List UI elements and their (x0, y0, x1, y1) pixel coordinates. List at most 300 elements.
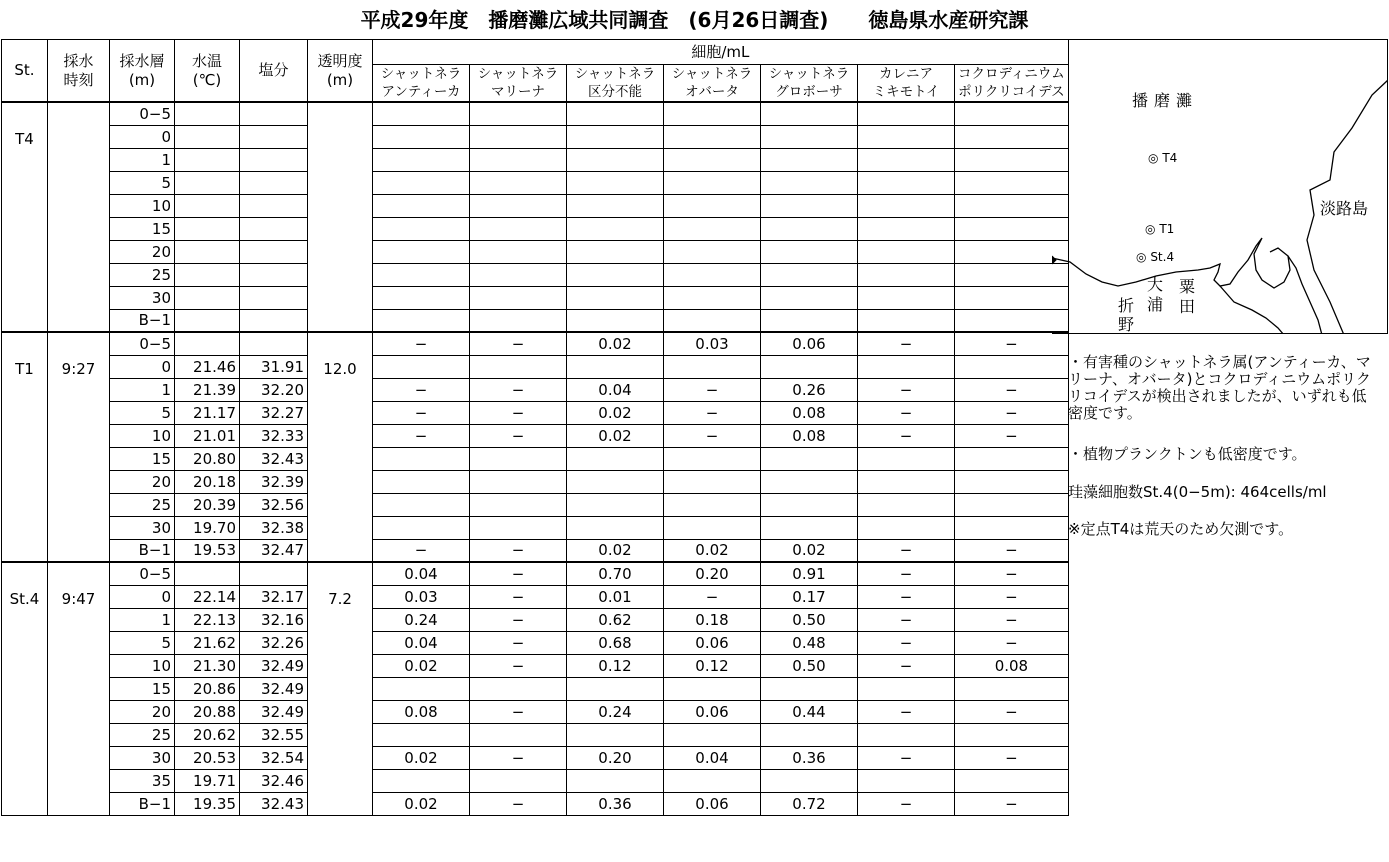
temperature-cell (175, 240, 240, 263)
cell-density-cell: 0.48 (761, 631, 858, 654)
header-cells-per-ml: 細胞/mL (373, 40, 1069, 65)
depth-cell: 15 (110, 447, 175, 470)
salinity-cell: 32.49 (240, 677, 308, 700)
temperature-cell: 22.14 (175, 585, 240, 608)
cell-density-cell: − (858, 539, 955, 562)
cell-density-cell (567, 355, 664, 378)
depth-cell: 0−5 (110, 332, 175, 355)
salinity-cell: 32.26 (240, 631, 308, 654)
station-name-cell: St.4 (2, 562, 48, 815)
cell-density-cell: 0.44 (761, 700, 858, 723)
salinity-cell (240, 148, 308, 171)
cell-density-cell (761, 263, 858, 286)
temperature-cell (175, 102, 240, 125)
salinity-cell (240, 240, 308, 263)
cell-density-cell (470, 493, 567, 516)
cell-density-cell (373, 194, 470, 217)
map-island-label: 淡路島 (1320, 199, 1369, 218)
transparency-cell: 12.0 (308, 332, 373, 562)
cell-density-cell: − (664, 401, 761, 424)
header-species: シャットネラ アンティーカ (373, 65, 470, 103)
depth-cell: 1 (110, 148, 175, 171)
map-place-label: 田 (1179, 297, 1196, 316)
depth-cell: 25 (110, 263, 175, 286)
cell-density-cell (664, 263, 761, 286)
cell-density-cell (567, 677, 664, 700)
cell-density-cell (858, 493, 955, 516)
cell-density-cell: 0.50 (761, 654, 858, 677)
cell-density-cell: − (955, 378, 1069, 401)
table-row (2, 447, 1069, 470)
cell-density-cell: 0.20 (664, 562, 761, 585)
cell-density-cell (373, 493, 470, 516)
temperature-cell: 21.46 (175, 355, 240, 378)
cell-density-cell (955, 769, 1069, 792)
temperature-cell (175, 125, 240, 148)
cell-density-cell (858, 102, 955, 125)
temperature-cell (175, 309, 240, 332)
cell-density-cell: − (664, 424, 761, 447)
cell-density-cell: − (858, 746, 955, 769)
cell-density-cell (761, 148, 858, 171)
map-place-label: 浦 (1147, 295, 1164, 314)
temperature-cell: 20.53 (175, 746, 240, 769)
cell-density-cell: 0.01 (567, 585, 664, 608)
header-species: シャットネラ オバータ (664, 65, 761, 103)
cell-density-cell (858, 677, 955, 700)
header-sampling-time: 採水 時刻 (48, 40, 110, 103)
cell-density-cell: 0.06 (664, 631, 761, 654)
salinity-cell: 32.43 (240, 447, 308, 470)
cell-density-cell: 0.12 (567, 654, 664, 677)
cell-density-cell (858, 171, 955, 194)
depth-cell: 20 (110, 240, 175, 263)
cell-density-cell: 0.02 (567, 332, 664, 355)
cell-density-cell: − (955, 746, 1069, 769)
cell-density-cell: − (470, 424, 567, 447)
cell-density-cell: − (373, 539, 470, 562)
cell-density-cell (858, 217, 955, 240)
temperature-cell: 21.01 (175, 424, 240, 447)
cell-density-cell (470, 148, 567, 171)
depth-cell: 30 (110, 516, 175, 539)
salinity-cell: 32.16 (240, 608, 308, 631)
cell-density-cell (858, 240, 955, 263)
cell-density-cell (470, 194, 567, 217)
table-row (2, 608, 1069, 631)
cell-density-cell (761, 309, 858, 332)
salinity-cell (240, 217, 308, 240)
salinity-cell: 31.91 (240, 355, 308, 378)
cell-density-cell (664, 102, 761, 125)
cell-density-cell (858, 148, 955, 171)
cell-density-cell: 0.04 (373, 631, 470, 654)
cell-density-cell: − (955, 585, 1069, 608)
table-row (2, 470, 1069, 493)
depth-cell: 15 (110, 677, 175, 700)
salinity-cell: 32.55 (240, 723, 308, 746)
cell-density-cell (567, 171, 664, 194)
cell-density-cell (567, 286, 664, 309)
table-row (2, 171, 1069, 194)
cell-density-cell (955, 447, 1069, 470)
temperature-cell (175, 263, 240, 286)
salinity-cell (240, 286, 308, 309)
temperature-cell (175, 332, 240, 355)
sampling-time-cell (48, 102, 110, 332)
cell-density-cell: 0.04 (373, 562, 470, 585)
temperature-cell: 22.13 (175, 608, 240, 631)
cell-density-cell: 0.08 (761, 401, 858, 424)
table-row (2, 401, 1069, 424)
cell-density-cell: 0.02 (373, 654, 470, 677)
map-place-label: 野 (1118, 315, 1135, 334)
cell-density-cell (567, 148, 664, 171)
cell-density-cell: − (858, 700, 955, 723)
cell-density-cell: 0.36 (761, 746, 858, 769)
cell-density-cell (567, 516, 664, 539)
salinity-cell: 32.27 (240, 401, 308, 424)
temperature-cell: 19.70 (175, 516, 240, 539)
cell-density-cell (567, 125, 664, 148)
station-name-cell: T4 (2, 102, 48, 332)
depth-cell: 5 (110, 401, 175, 424)
cell-density-cell (761, 355, 858, 378)
cell-density-cell (373, 171, 470, 194)
cell-density-cell (470, 470, 567, 493)
station-marker-icon: ◎ (1145, 222, 1156, 236)
depth-cell: 1 (110, 378, 175, 401)
salinity-cell (240, 102, 308, 125)
cell-density-cell (373, 286, 470, 309)
table-row (2, 516, 1069, 539)
cell-density-cell: − (664, 378, 761, 401)
cell-density-cell: 0.06 (664, 700, 761, 723)
cell-density-cell (664, 516, 761, 539)
cell-density-cell (664, 447, 761, 470)
cell-density-cell: − (373, 332, 470, 355)
table-row (2, 263, 1069, 286)
cell-density-cell: − (470, 654, 567, 677)
cell-density-cell (858, 194, 955, 217)
cell-density-cell (567, 769, 664, 792)
cell-density-cell (664, 493, 761, 516)
cell-density-cell (858, 263, 955, 286)
cell-density-cell (858, 723, 955, 746)
cell-density-cell (373, 447, 470, 470)
table-row (2, 217, 1069, 240)
cell-density-cell (470, 240, 567, 263)
table-row (2, 677, 1069, 700)
table-row (2, 493, 1069, 516)
cell-density-cell: − (858, 562, 955, 585)
cell-density-cell: − (470, 631, 567, 654)
table-row (2, 700, 1069, 723)
salinity-cell: 32.38 (240, 516, 308, 539)
salinity-cell: 32.56 (240, 493, 308, 516)
cell-density-cell: 0.70 (567, 562, 664, 585)
cell-density-cell (761, 194, 858, 217)
note-missing-t4: ※定点T4は荒天のため欠測です。 (1068, 520, 1294, 538)
table-row (2, 792, 1069, 815)
cell-density-cell (664, 171, 761, 194)
temperature-cell (175, 194, 240, 217)
cell-density-cell: 0.72 (761, 792, 858, 815)
map-station-st4: ◎ St.4 (1136, 250, 1175, 264)
cell-density-cell: 0.04 (567, 378, 664, 401)
salinity-cell: 32.49 (240, 654, 308, 677)
cell-density-cell (373, 309, 470, 332)
cell-density-cell (858, 286, 955, 309)
cell-density-cell (470, 217, 567, 240)
depth-cell: 20 (110, 470, 175, 493)
cell-density-cell: − (955, 792, 1069, 815)
coastline-drawing (1052, 40, 1388, 334)
map-place-label: 大 (1147, 275, 1164, 294)
map-station-t1: ◎ T1 (1145, 222, 1175, 236)
table-row (2, 309, 1069, 332)
header-species: シャットネラ グロボーサ (761, 65, 858, 103)
cell-density-cell (470, 171, 567, 194)
temperature-cell: 20.86 (175, 677, 240, 700)
cell-density-cell: 0.02 (761, 539, 858, 562)
temperature-cell: 21.39 (175, 378, 240, 401)
salinity-cell (240, 171, 308, 194)
header-salinity: 塩分 (240, 40, 308, 103)
cell-density-cell: − (470, 746, 567, 769)
cell-density-cell: 0.24 (373, 608, 470, 631)
table-row (2, 631, 1069, 654)
cell-density-cell: 0.20 (567, 746, 664, 769)
cell-density-cell: − (858, 792, 955, 815)
depth-cell: 0−5 (110, 102, 175, 125)
cell-density-cell (664, 677, 761, 700)
depth-cell: 0 (110, 125, 175, 148)
cell-density-cell (470, 125, 567, 148)
depth-cell: 30 (110, 286, 175, 309)
cell-density-cell (664, 217, 761, 240)
cell-density-cell (761, 677, 858, 700)
depth-cell: 1 (110, 608, 175, 631)
cell-density-cell: − (955, 631, 1069, 654)
cell-density-cell (470, 769, 567, 792)
cell-density-cell: 0.04 (664, 746, 761, 769)
cell-density-cell: − (858, 378, 955, 401)
cell-density-cell (373, 769, 470, 792)
cell-density-cell (858, 769, 955, 792)
station-marker-icon: ◎ (1136, 250, 1147, 264)
cell-density-cell: − (373, 378, 470, 401)
cell-density-cell (373, 217, 470, 240)
cell-density-cell (470, 677, 567, 700)
temperature-cell: 20.39 (175, 493, 240, 516)
cell-density-cell: 0.02 (664, 539, 761, 562)
header-sampling-layer: 採水層 (m) (110, 40, 175, 103)
transparency-cell: 7.2 (308, 562, 373, 815)
depth-cell: 30 (110, 746, 175, 769)
cell-density-cell: 0.08 (955, 654, 1069, 677)
cell-density-cell (567, 102, 664, 125)
cell-density-cell (373, 240, 470, 263)
cell-density-cell: − (470, 332, 567, 355)
cell-density-cell: − (858, 424, 955, 447)
map-station-t4: ◎ T4 (1148, 151, 1178, 165)
cell-density-cell (664, 148, 761, 171)
depth-cell: 5 (110, 171, 175, 194)
table-row (2, 332, 1069, 355)
cell-density-cell (858, 355, 955, 378)
cell-density-cell (470, 286, 567, 309)
cell-density-cell: − (470, 562, 567, 585)
cell-density-cell (470, 263, 567, 286)
cell-density-cell (470, 102, 567, 125)
table-row (2, 194, 1069, 217)
cell-density-cell (373, 125, 470, 148)
cell-density-cell: 0.02 (373, 792, 470, 815)
cell-density-cell (567, 309, 664, 332)
table-row (2, 562, 1069, 585)
header-species: コクロディニウム ポリクリコイデス (955, 65, 1069, 103)
cell-density-cell (470, 516, 567, 539)
station-map (1052, 39, 1388, 334)
temperature-cell: 20.80 (175, 447, 240, 470)
cell-density-cell (567, 723, 664, 746)
cell-density-cell: 0.50 (761, 608, 858, 631)
temperature-cell (175, 148, 240, 171)
cell-density-cell: − (858, 631, 955, 654)
cell-density-cell (664, 470, 761, 493)
depth-cell: 0 (110, 355, 175, 378)
depth-cell: 10 (110, 194, 175, 217)
cell-density-cell: − (470, 378, 567, 401)
table-row (2, 286, 1069, 309)
cell-density-cell (567, 194, 664, 217)
cell-density-cell (761, 171, 858, 194)
cell-density-cell (373, 102, 470, 125)
depth-cell: 10 (110, 424, 175, 447)
cell-density-cell: − (955, 332, 1069, 355)
cell-density-cell (664, 355, 761, 378)
cell-density-cell: 0.03 (664, 332, 761, 355)
table-row (2, 424, 1069, 447)
sampling-time-cell: 9:27 (48, 332, 110, 562)
temperature-cell (175, 286, 240, 309)
depth-cell: 20 (110, 700, 175, 723)
depth-cell: 0 (110, 585, 175, 608)
cell-density-cell (567, 470, 664, 493)
cell-density-cell: 0.62 (567, 608, 664, 631)
salinity-cell: 32.20 (240, 378, 308, 401)
cell-density-cell (761, 447, 858, 470)
cell-density-cell: − (470, 585, 567, 608)
table-row (2, 723, 1069, 746)
map-place-label: 折 (1118, 296, 1135, 315)
cell-density-cell (761, 102, 858, 125)
cell-density-cell: 0.08 (761, 424, 858, 447)
cell-density-cell (858, 125, 955, 148)
note-phytoplankton: ・植物プランクトンも低密度です。 (1068, 445, 1307, 463)
depth-cell: B−1 (110, 539, 175, 562)
cell-density-cell (858, 516, 955, 539)
cell-density-cell: 0.02 (373, 746, 470, 769)
depth-cell: 10 (110, 654, 175, 677)
table-row (2, 240, 1069, 263)
cell-density-cell: − (858, 654, 955, 677)
cell-density-cell: − (858, 585, 955, 608)
cell-density-cell: 0.12 (664, 654, 761, 677)
cell-density-cell (567, 240, 664, 263)
cell-density-cell (373, 263, 470, 286)
cell-density-cell (664, 723, 761, 746)
table-row (2, 148, 1069, 171)
cell-density-cell: 0.06 (761, 332, 858, 355)
salinity-cell: 32.54 (240, 746, 308, 769)
table-row (2, 102, 1069, 125)
cell-density-cell: 0.36 (567, 792, 664, 815)
map-sea-label: 播磨灘 (1132, 91, 1199, 110)
station-marker-icon: ◎ (1148, 151, 1159, 165)
cell-density-cell (373, 723, 470, 746)
cell-density-cell: − (470, 401, 567, 424)
cell-density-cell (761, 286, 858, 309)
table-row (2, 585, 1069, 608)
depth-cell: B−1 (110, 309, 175, 332)
table-row (2, 539, 1069, 562)
table-row (2, 769, 1069, 792)
cell-density-cell: − (470, 700, 567, 723)
cell-density-cell (373, 677, 470, 700)
temperature-cell: 19.53 (175, 539, 240, 562)
cell-density-cell (664, 125, 761, 148)
cell-density-cell (470, 447, 567, 470)
depth-cell: 0−5 (110, 562, 175, 585)
cell-density-cell (955, 677, 1069, 700)
temperature-cell: 20.62 (175, 723, 240, 746)
cell-density-cell: 0.08 (373, 700, 470, 723)
depth-cell: 35 (110, 769, 175, 792)
cell-density-cell (664, 194, 761, 217)
cell-density-cell: − (955, 539, 1069, 562)
cell-density-cell: 0.03 (373, 585, 470, 608)
cell-density-cell: 0.18 (664, 608, 761, 631)
cell-density-cell: 0.02 (567, 539, 664, 562)
temperature-cell (175, 171, 240, 194)
salinity-cell: 32.49 (240, 700, 308, 723)
cell-density-cell: 0.17 (761, 585, 858, 608)
cell-density-cell (567, 493, 664, 516)
cell-density-cell (761, 470, 858, 493)
salinity-cell (240, 332, 308, 355)
header-transparency: 透明度 (m) (308, 40, 373, 103)
cell-density-cell (858, 309, 955, 332)
note-harmful-species: ・有害種のシャットネラ属(アンティーカ、マリーナ、オバータ)とコクロディニウムポリクリコイデスが検出されましたが、いずれも低密度です。 (1068, 353, 1371, 422)
cell-density-cell: 0.91 (761, 562, 858, 585)
table-row (2, 355, 1069, 378)
salinity-cell: 32.43 (240, 792, 308, 815)
cell-density-cell: − (858, 608, 955, 631)
cell-density-cell: − (664, 585, 761, 608)
cell-density-cell: − (373, 401, 470, 424)
cell-density-cell: 0.06 (664, 792, 761, 815)
cell-density-cell (761, 217, 858, 240)
cell-density-cell (955, 470, 1069, 493)
salinity-cell: 32.33 (240, 424, 308, 447)
cell-density-cell: − (955, 424, 1069, 447)
cell-density-cell (955, 723, 1069, 746)
cell-density-cell: 0.68 (567, 631, 664, 654)
cell-density-cell (373, 470, 470, 493)
temperature-cell: 21.17 (175, 401, 240, 424)
